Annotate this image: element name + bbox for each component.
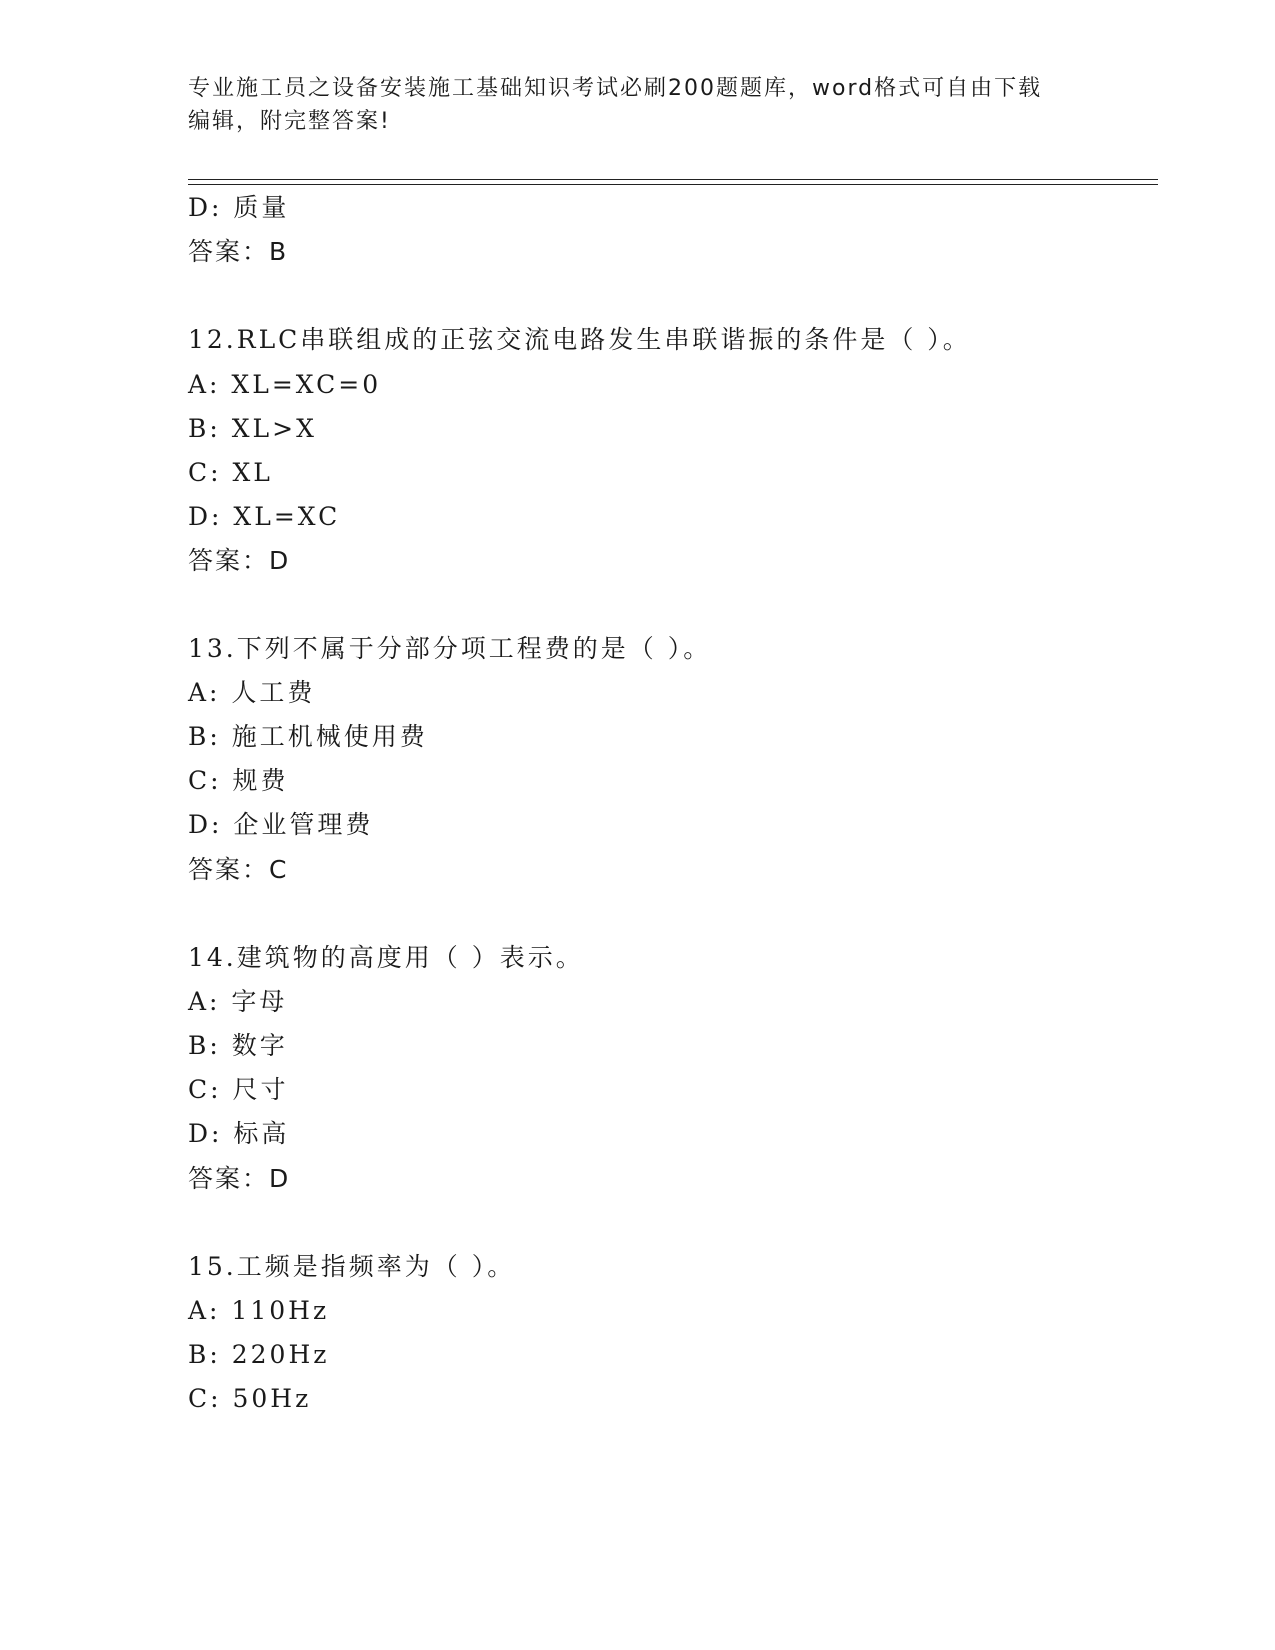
option-c: C: 尺寸 <box>188 1075 289 1104</box>
answer-line: 答案：D <box>188 1164 291 1193</box>
option-b: B: XL>X <box>188 414 317 443</box>
option-b: B: 220Hz <box>188 1340 330 1369</box>
option-b: B: 数字 <box>188 1031 288 1060</box>
option-a: A: 110Hz <box>188 1296 330 1325</box>
document-header <box>188 72 1068 138</box>
question-14: 14.建筑物的高度用（ ）表示。 <box>188 943 584 972</box>
header-divider-bottom <box>188 184 1158 185</box>
answer-line: 答案：B <box>188 237 289 266</box>
option-d: D: 标高 <box>188 1119 290 1148</box>
answer-line: 答案：C <box>188 855 289 884</box>
option-a: A: 字母 <box>188 987 288 1016</box>
option-d: D: 质量 <box>188 193 290 222</box>
option-d: D: XL=XC <box>188 502 341 531</box>
option-c: C: 规费 <box>188 766 289 795</box>
header-line-1: 专业施工员之设备安装施工基础知识考试必刷200题题库，word格式可自由下载 <box>188 76 1043 101</box>
option-c: C: 50Hz <box>188 1384 312 1413</box>
option-b: B: 施工机械使用费 <box>188 722 428 751</box>
header-line-2: 编辑，附完整答案! <box>188 109 391 134</box>
option-a: A: XL=XC=0 <box>188 370 382 399</box>
header-divider-top <box>188 179 1158 180</box>
question-15: 15.工频是指频率为（ ）。 <box>188 1252 516 1281</box>
option-c: C: XL <box>188 458 273 487</box>
answer-line: 答案：D <box>188 546 291 575</box>
question-13: 13.下列不属于分部分项工程费的是（ ）。 <box>188 634 712 663</box>
question-12: 12.RLC串联组成的正弦交流电路发生串联谐振的条件是（ ）。 <box>188 325 971 354</box>
option-d: D: 企业管理费 <box>188 810 374 839</box>
option-a: A: 人工费 <box>188 678 316 707</box>
